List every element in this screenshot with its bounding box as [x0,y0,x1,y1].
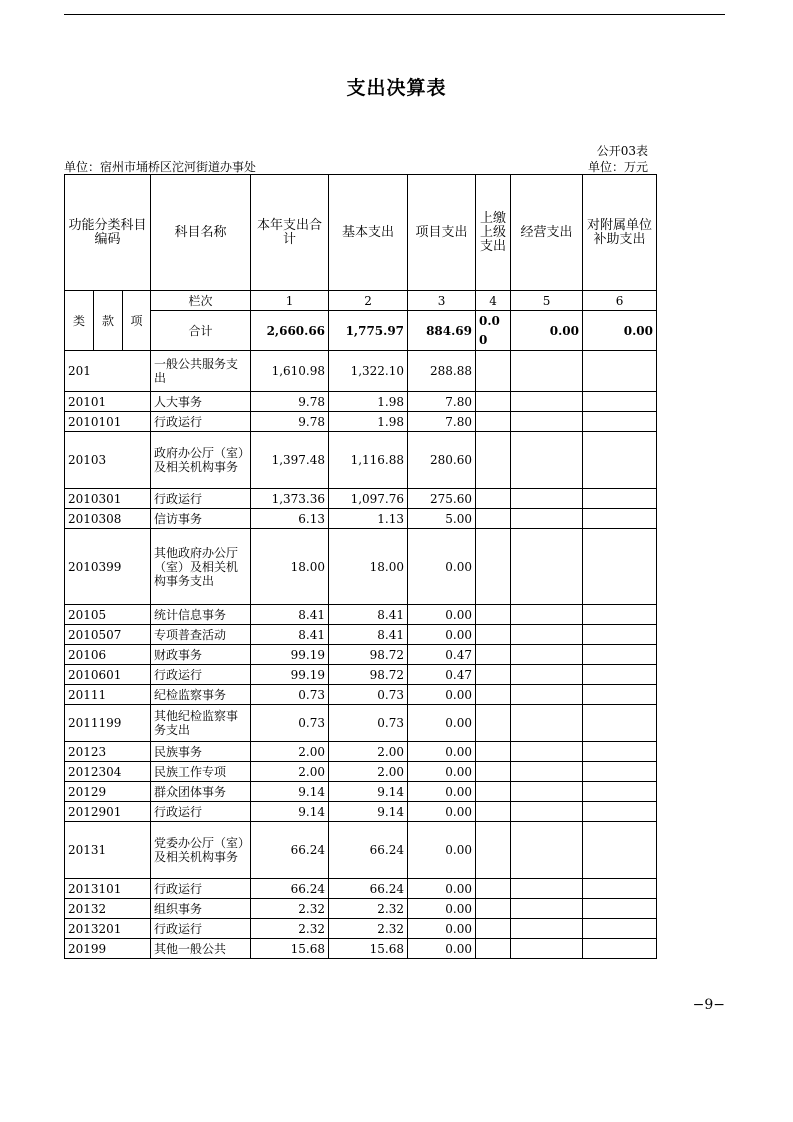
row-subsidy [583,879,657,899]
row-subsidy [583,645,657,665]
header-subject-name: 科目名称 [151,175,251,291]
row-subsidy [583,685,657,705]
row-business [511,509,583,529]
row-basic: 1,116.88 [329,432,408,489]
row-project: 0.00 [408,762,476,782]
row-business [511,802,583,822]
row-subject-name: 信访事务 [151,509,251,529]
row-remit [476,919,511,939]
row-project: 0.00 [408,822,476,879]
row-subsidy [583,802,657,822]
table-row [65,899,657,919]
header-basic: 基本支出 [329,175,408,291]
table-row [65,645,657,665]
row-total: 6.13 [251,509,329,529]
row-basic: 8.41 [329,625,408,645]
row-project: 280.60 [408,432,476,489]
row-subject-name: 其他政府办公厅（室）及相关机构事务支出 [151,529,251,605]
column-order-row [65,291,657,311]
row-remit [476,489,511,509]
row-project: 5.00 [408,509,476,529]
row-business [511,392,583,412]
table-row [65,665,657,685]
row-subject-name: 民族事务 [151,742,251,762]
table-row [65,762,657,782]
row-basic: 2.32 [329,919,408,939]
row-business [511,919,583,939]
row-remit [476,742,511,762]
row-subsidy [583,351,657,392]
row-remit [476,509,511,529]
totals-total: 2,660.66 [251,311,329,351]
header-project: 项目支出 [408,175,476,291]
row-remit [476,822,511,879]
row-subsidy [583,605,657,625]
row-subject-name: 人大事务 [151,392,251,412]
row-project: 0.00 [408,742,476,762]
row-subsidy [583,919,657,939]
col-num-1: 1 [251,291,329,311]
row-subsidy [583,939,657,959]
row-total: 2.32 [251,899,329,919]
row-total: 99.19 [251,645,329,665]
row-subject-name: 行政运行 [151,665,251,685]
row-subsidy [583,899,657,919]
row-subject-name: 其他纪检监察事务支出 [151,705,251,742]
row-basic: 8.41 [329,605,408,625]
expenditure-table [64,174,657,959]
row-total: 18.00 [251,529,329,605]
row-subsidy [583,665,657,685]
row-total: 9.14 [251,802,329,822]
row-business [511,412,583,432]
row-remit [476,432,511,489]
row-business [511,939,583,959]
row-code: 20105 [65,605,151,625]
row-basic: 1.98 [329,392,408,412]
row-subsidy [583,529,657,605]
table-row [65,351,657,392]
table-row [65,432,657,489]
row-subject-name: 专项普查活动 [151,625,251,645]
row-code: 20199 [65,939,151,959]
row-subject-name: 统计信息事务 [151,605,251,625]
row-business [511,665,583,685]
row-project: 0.00 [408,625,476,645]
row-basic: 9.14 [329,782,408,802]
row-basic: 98.72 [329,665,408,685]
table-row [65,529,657,605]
row-basic: 18.00 [329,529,408,605]
row-project: 0.00 [408,802,476,822]
currency-unit: 单位：万元 [587,160,648,174]
row-subsidy [583,432,657,489]
header-business: 经营支出 [511,175,583,291]
row-code: 2012304 [65,762,151,782]
row-business [511,705,583,742]
row-subject-name: 一般公共服务支出 [151,351,251,392]
row-code: 2010507 [65,625,151,645]
row-business [511,782,583,802]
row-code: 20103 [65,432,151,489]
row-total: 8.41 [251,605,329,625]
row-project: 0.00 [408,919,476,939]
row-subsidy [583,509,657,529]
row-code: 2010301 [65,489,151,509]
totals-remit: 0.00 [476,311,511,351]
row-subject-name: 纪检监察事务 [151,685,251,705]
row-total: 2.32 [251,919,329,939]
row-basic: 0.73 [329,705,408,742]
row-code: 20129 [65,782,151,802]
col-num-6: 6 [583,291,657,311]
row-business [511,685,583,705]
row-project: 0.47 [408,665,476,685]
table-row [65,509,657,529]
table-row [65,939,657,959]
header-lei: 类 [65,291,94,351]
row-basic: 9.14 [329,802,408,822]
table-row [65,705,657,742]
row-subsidy [583,705,657,742]
table-row [65,489,657,509]
row-remit [476,782,511,802]
row-subject-name: 其他一般公共 [151,939,251,959]
row-basic: 98.72 [329,645,408,665]
row-total: 0.73 [251,705,329,742]
row-total: 1,610.98 [251,351,329,392]
row-project: 7.80 [408,412,476,432]
row-code: 2010399 [65,529,151,605]
header-xiang: 项 [123,291,151,351]
row-total: 2.00 [251,742,329,762]
row-business [511,489,583,509]
row-code: 20111 [65,685,151,705]
row-remit [476,605,511,625]
row-total: 1,373.36 [251,489,329,509]
form-number: 公开03表 [596,144,648,158]
row-subsidy [583,392,657,412]
row-business [511,645,583,665]
row-basic: 2.00 [329,742,408,762]
row-subject-name: 组织事务 [151,899,251,919]
row-subject-name: 行政运行 [151,412,251,432]
row-basic: 15.68 [329,939,408,959]
row-business [511,625,583,645]
header-subsidy: 对附属单位补助支出 [583,175,657,291]
row-total: 1,397.48 [251,432,329,489]
row-subsidy [583,782,657,802]
row-remit [476,802,511,822]
row-project: 7.80 [408,392,476,412]
row-business [511,605,583,625]
row-code: 2010101 [65,412,151,432]
row-basic: 1,097.76 [329,489,408,509]
row-project: 0.00 [408,685,476,705]
header-total: 本年支出合计 [251,175,329,291]
row-basic: 0.73 [329,685,408,705]
row-remit [476,665,511,685]
row-business [511,432,583,489]
row-total: 2.00 [251,762,329,782]
top-rule [64,14,725,15]
row-project: 0.00 [408,879,476,899]
row-code: 20123 [65,742,151,762]
row-remit [476,762,511,782]
row-code: 20131 [65,822,151,879]
table-row [65,605,657,625]
row-total: 8.41 [251,625,329,645]
row-basic: 2.32 [329,899,408,919]
page-title: 支出决算表 [346,77,447,99]
row-basic: 1,322.10 [329,351,408,392]
row-total: 99.19 [251,665,329,685]
row-basic: 2.00 [329,762,408,782]
col-num-2: 2 [329,291,408,311]
data-rows [65,351,657,959]
row-subsidy [583,762,657,782]
row-code: 2013101 [65,879,151,899]
table-row [65,782,657,802]
row-total: 15.68 [251,939,329,959]
table-row [65,685,657,705]
row-project: 0.00 [408,605,476,625]
col-num-4: 4 [476,291,511,311]
row-code: 2012901 [65,802,151,822]
row-project: 0.00 [408,899,476,919]
row-business [511,351,583,392]
row-project: 0.00 [408,782,476,802]
row-remit [476,412,511,432]
row-business [511,822,583,879]
table-row [65,919,657,939]
row-subject-name: 行政运行 [151,802,251,822]
row-code: 2010308 [65,509,151,529]
row-project: 288.88 [408,351,476,392]
row-code: 201 [65,351,151,392]
row-basic: 66.24 [329,822,408,879]
totals-label: 合计 [151,311,251,351]
row-remit [476,351,511,392]
table-row [65,879,657,899]
page-number: −9− [692,997,725,1013]
row-total: 9.78 [251,412,329,432]
row-remit [476,705,511,742]
row-project: 0.00 [408,529,476,605]
totals-subsidy: 0.00 [583,311,657,351]
col-num-5: 5 [511,291,583,311]
row-total: 9.14 [251,782,329,802]
row-remit [476,939,511,959]
row-project: 0.00 [408,705,476,742]
row-business [511,879,583,899]
row-code: 20132 [65,899,151,919]
row-code: 2013201 [65,919,151,939]
row-subject-name: 党委办公厅（室）及相关机构事务 [151,822,251,879]
row-subsidy [583,822,657,879]
row-subject-name: 行政运行 [151,489,251,509]
row-remit [476,645,511,665]
totals-basic: 1,775.97 [329,311,408,351]
row-project: 275.60 [408,489,476,509]
row-total: 9.78 [251,392,329,412]
row-business [511,529,583,605]
row-business [511,742,583,762]
header-remit: 上缴上级支出 [476,175,511,291]
row-remit [476,392,511,412]
row-code: 2011199 [65,705,151,742]
row-basic: 1.98 [329,412,408,432]
row-project: 0.47 [408,645,476,665]
row-subsidy [583,742,657,762]
column-order-label: 栏次 [151,291,251,311]
row-total: 66.24 [251,879,329,899]
reporting-unit: 单位：宿州市埇桥区沱河街道办事处 [64,160,257,174]
row-code: 2010601 [65,665,151,685]
col-num-3: 3 [408,291,476,311]
row-subsidy [583,625,657,645]
row-remit [476,625,511,645]
table-row [65,412,657,432]
row-basic: 1.13 [329,509,408,529]
row-subject-name: 行政运行 [151,879,251,899]
totals-business: 0.00 [511,311,583,351]
row-subject-name: 财政事务 [151,645,251,665]
row-remit [476,899,511,919]
totals-project: 884.69 [408,311,476,351]
table-row [65,822,657,879]
header-row [65,175,657,291]
row-basic: 66.24 [329,879,408,899]
row-subject-name: 行政运行 [151,919,251,939]
table-row [65,742,657,762]
header-func-code: 功能分类科目编码 [65,175,151,291]
row-remit [476,685,511,705]
table-row [65,625,657,645]
row-total: 0.73 [251,685,329,705]
row-subject-name: 民族工作专项 [151,762,251,782]
row-remit [476,529,511,605]
header-kuan: 款 [94,291,123,351]
row-code: 20106 [65,645,151,665]
totals-row [65,311,657,351]
row-subject-name: 政府办公厅（室）及相关机构事务 [151,432,251,489]
table-row [65,802,657,822]
row-subsidy [583,489,657,509]
row-business [511,899,583,919]
row-remit [476,879,511,899]
row-subject-name: 群众团体事务 [151,782,251,802]
table-row [65,392,657,412]
row-business [511,762,583,782]
row-subsidy [583,412,657,432]
row-total: 66.24 [251,822,329,879]
row-project: 0.00 [408,939,476,959]
row-code: 20101 [65,392,151,412]
